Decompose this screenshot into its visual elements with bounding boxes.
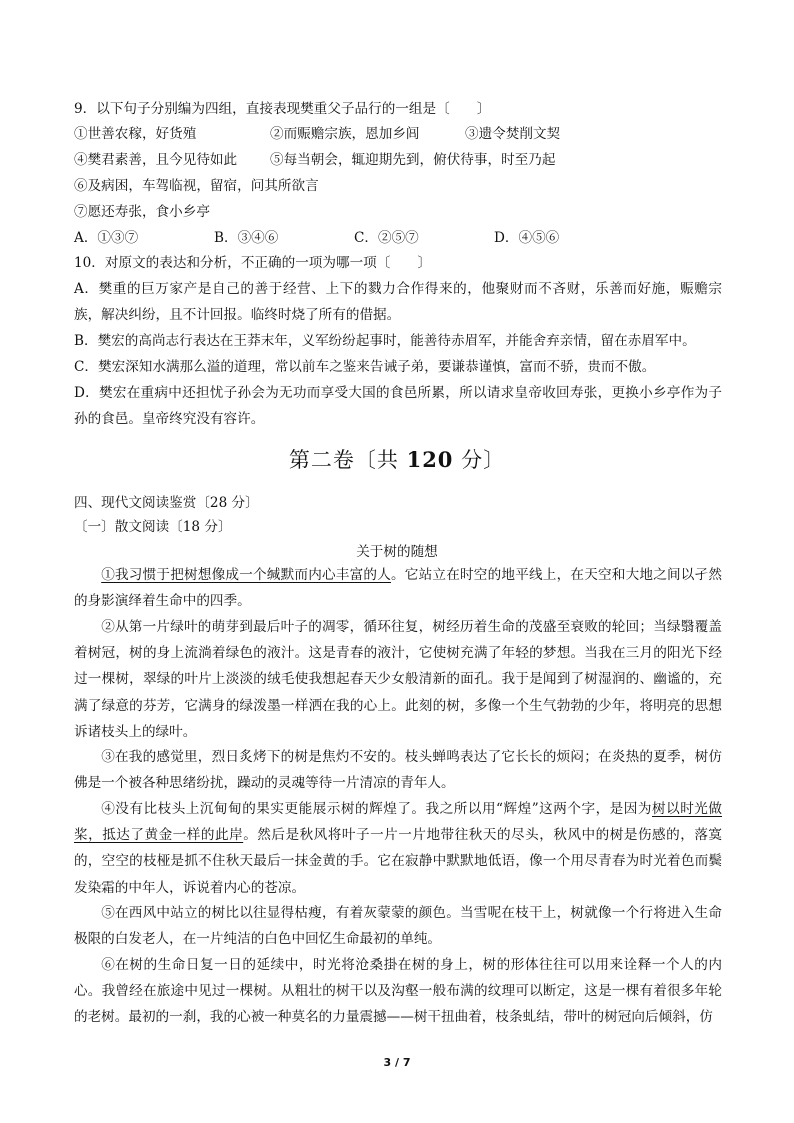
subsection-1-heading: 〔一〕散文阅读〔18 分〕 (74, 519, 232, 535)
part-two-prefix: 第二卷〔共 (288, 448, 407, 472)
essay-paragraph-5: ⑤在西风中站立的树比以往显得枯瘦，有着灰蒙蒙的颜色。当雪呢在枝干上，树就像一个行将进入生命极限的白发老人，在一片纯洁的白色中回忆生命最初的单纯。 (74, 905, 722, 948)
part-two-score: 120 (406, 447, 454, 472)
q10-option-a: A．樊重的巨万家产是自己的善于经营、上下的戮力合作得来的，他聚财而不吝财，乐善而好施，赈赡宗族，解决纠纷，且不计回报。临终时烧了所有的借据。 (74, 281, 722, 324)
section-4-heading: 四、现代文阅读鉴赏〔28 分〕 (74, 495, 259, 511)
essay-title: 关于树的随想 (356, 544, 438, 560)
essay-p1-rest: 。它站立在时空的地平线上，在天空和大地之间以孑然的身影演绎着生命中的四季。 (74, 567, 723, 610)
question-9-stem: 9．以下句子分别编为四组，直接表现樊重父子品行的一组是〔 〕 (74, 101, 491, 117)
q10-option-d: D．樊宏在重病中还担忧子孙会为无功而享受大国的食邑所累，所以请求皇帝收回寿张，更换小乡亭作为子孙的食邑。皇帝终究没有容许。 (74, 385, 722, 428)
q9-option-a: A．①③⑦ (74, 230, 139, 246)
essay-p4-underlined: 树以时光做桨，抵达了黄金一样的此岸 (74, 801, 723, 844)
essay-p1-underlined: ①我习惯于把树想像成一个缄默而内心丰富的人 (101, 567, 391, 583)
q9-sentence-4: ④樊君素善，且今见待如此 (74, 152, 238, 168)
q9-option-d: D．④⑤⑥ (494, 230, 560, 246)
q10-option-c: C．樊宏深知水满那么溢的道理，常以前车之鉴来告诫子弟，要谦恭谨慎，富而不骄，贵而不傲。 (74, 359, 656, 375)
part-two-suffix: 分〕 (453, 448, 506, 472)
q10-option-b: B．樊宏的高尚志行表达在王莽末年，义军纷纷起事时，能善待赤眉军，并能舍弃亲情，留在赤眉军中。 (74, 333, 696, 349)
question-10-stem: 10．对原文的表达和分析，不正确的一项为哪一项〔 〕 (74, 255, 432, 271)
page-number: 3 / 7 (383, 1056, 411, 1069)
essay-paragraph-2: ②从第一片绿叶的萌芽到最后叶子的凋零，循环往复，树经历着生命的茂盛至衰败的轮回；当绿翳覆盖着树冠，树的身上流淌着绿色的液汁。这是青春的液汁，它使树充满了年轻的梦想。当我在三月的阳光下经过一棵树，翠绿的叶片上淡淡的绒毛使我想起春天少女般清新的面孔。我于是闻到了树湿润的、幽谧的，充满了绿意的芬芳，它满身的绿泼墨一样洒在我的心上。此刻的树，多像一个生气勃勃的少年，将明亮的思想诉诸枝头上的绿叶。 (74, 619, 722, 740)
q9-sentence-5: ⑤每当朝会，辄迎期先到，俯伏待事，时至乃起 (270, 152, 556, 168)
q9-option-c: C．②⑤⑦ (354, 230, 419, 246)
q9-sentence-1: ①世善农稼，好货殖 (74, 126, 197, 142)
essay-p4-part-b: 。然后是秋风将叶子一片一片地带往秋天的尽头，秋风中的树是伤感的，落寞的，空空的枝桠是抓不住秋天最后一抹金黄的手。它在寂静中默默地低语，像一个用尽青春为时光着色而鬓发染霜的中年人，诉说着内心的苍凉。 (74, 827, 723, 896)
q9-sentence-3: ③遗令焚削文契 (465, 126, 561, 142)
essay-p4-part-a: ④没有比枝头上沉甸甸的果实更能展示树的辉煌了。我之所以用“辉煌”这两个字，是因为 (101, 801, 652, 817)
essay-paragraph-4 (74, 796, 722, 901)
q9-option-b: B．③④⑥ (214, 230, 279, 246)
essay-paragraph-6: ⑥在树的生命日复一日的延续中，时光将沧桑掛在树的身上，树的形体往往可以用来诠释一个人的内心。我曾经在旅途中见过一棵树。从粗壮的树干以及沟壑一般布满的纹理可以断定，这是一棵有着很多年轮的老树。最初的一刹，我的心被一种莫名的力量震撼——树干扭曲着，枝条虬结，带叶的树冠向后倾斜，仿 (74, 957, 722, 1026)
essay-paragraph-3: ③在我的感觉里，烈日炙烤下的树是焦灼不安的。枝头蝉鸣表达了它长长的烦闷；在炎热的夏季，树仿佛是一个被各种思绪纷扰，躁动的灵魂等待一片清凉的青年人。 (74, 749, 722, 792)
q9-sentence-2: ②而赈赡宗族，恩加乡闾 (270, 126, 420, 142)
essay-paragraph-1 (74, 562, 722, 614)
part-two-heading (0, 446, 794, 474)
q9-sentence-6: ⑥及病困，车驾临视，留宿，问其所欲言 (74, 178, 319, 194)
q9-sentence-7: ⑦愿还寿张，食小乡亭 (74, 204, 210, 220)
